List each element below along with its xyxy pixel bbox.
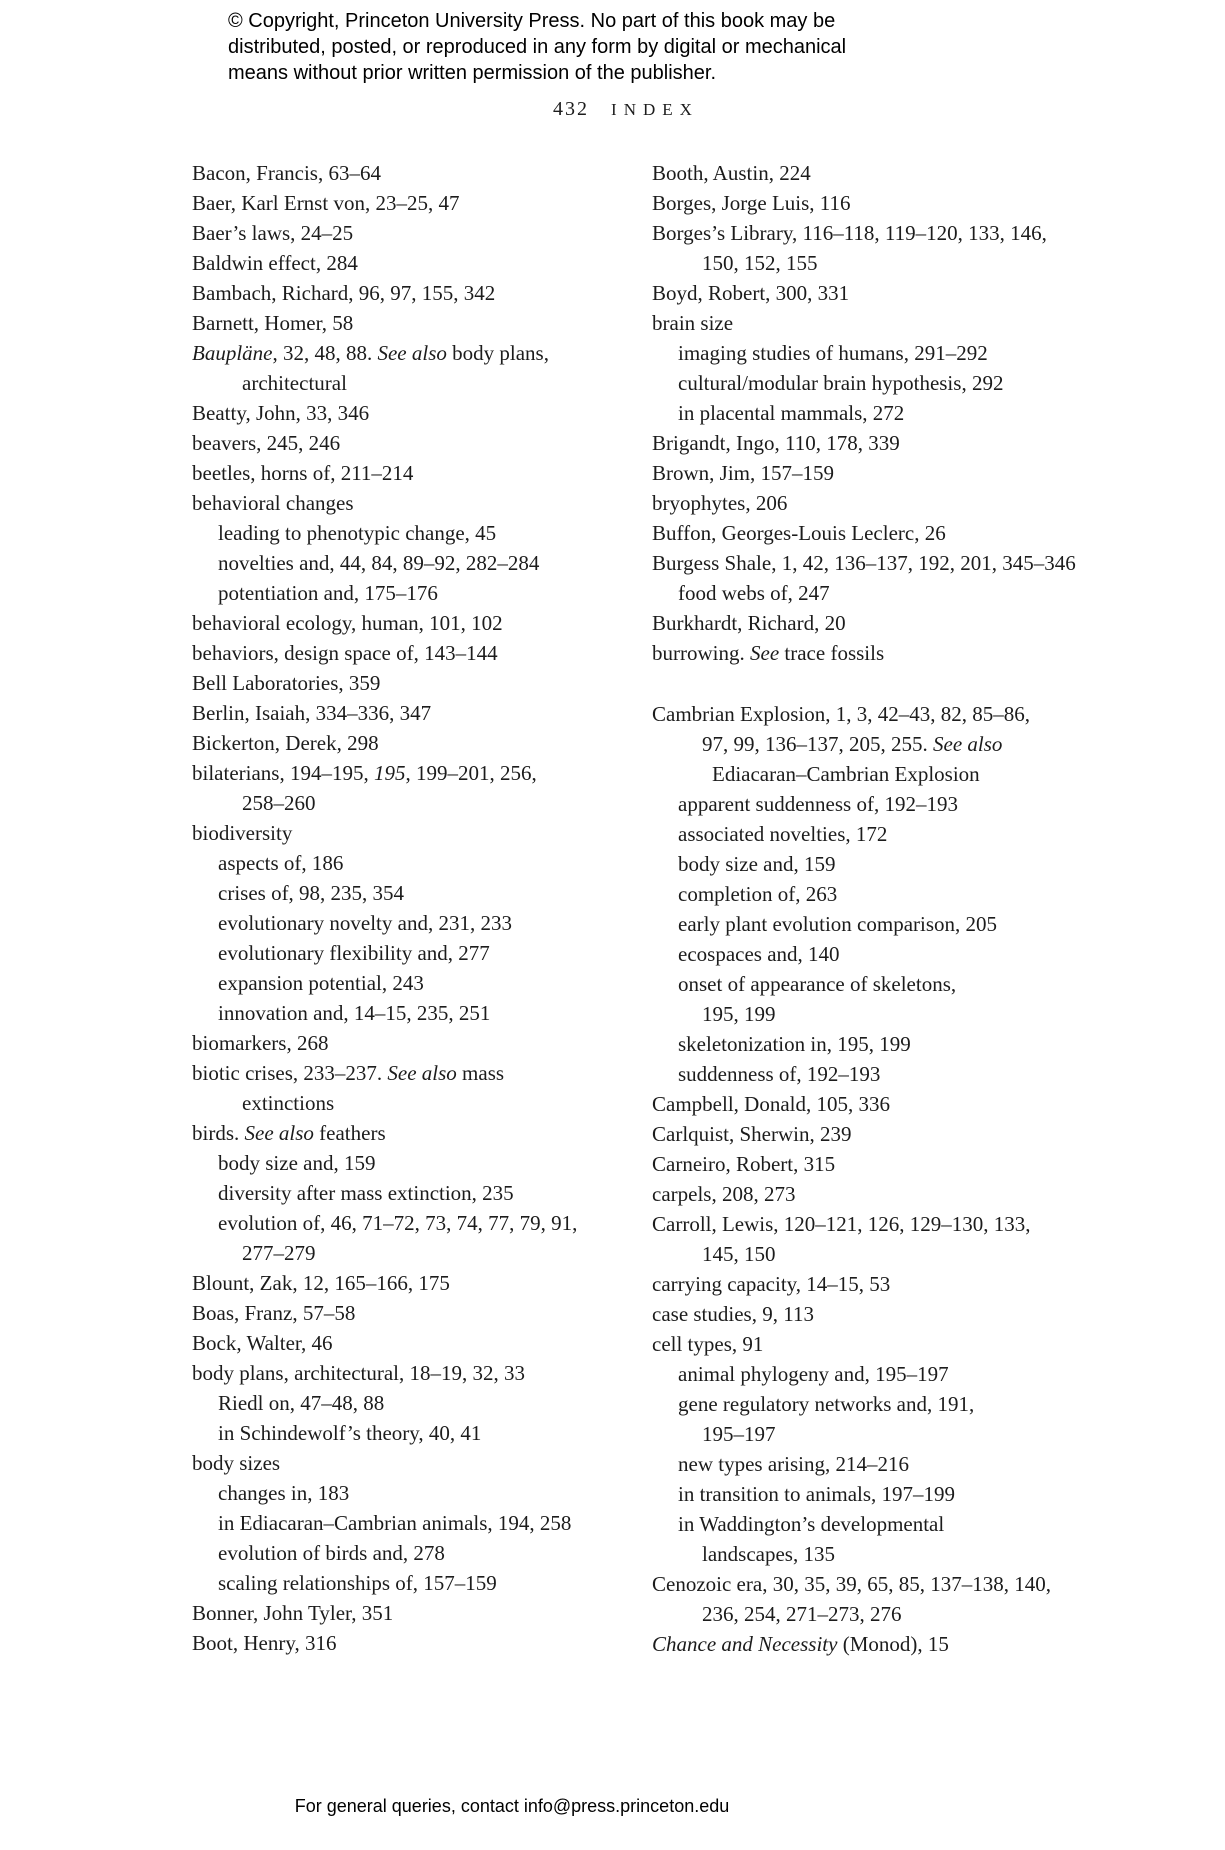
index-entry-line: crises of, 98, 235, 354 — [218, 881, 405, 905]
index-entry-line: onset of appearance of skeletons, — [678, 972, 957, 996]
section-title: INDEX — [611, 100, 699, 119]
copyright-notice — [228, 8, 846, 86]
index-entry-line: ecospaces and, 140 — [678, 942, 840, 966]
index-entry-line: beavers, 245, 246 — [192, 431, 341, 455]
index-entry-line: Blount, Zak, 12, 165–166, 175 — [192, 1271, 450, 1295]
index-entry-line: landscapes, 135 — [702, 1542, 835, 1566]
index-entry-line: imaging studies of humans, 291–292 — [678, 341, 988, 365]
index-entry-line: Burkhardt, Richard, 20 — [652, 611, 846, 635]
index-entry-line: 258–260 — [242, 791, 316, 815]
index-entry-line: Bacon, Francis, 63–64 — [192, 161, 381, 185]
index-entry-line: aspects of, 186 — [218, 851, 344, 875]
index-entry-line: Brigandt, Ingo, 110, 178, 339 — [652, 431, 900, 455]
index-entry-line: behaviors, design space of, 143–144 — [192, 641, 498, 665]
contact-line: For general queries, contact info@press.princeton.edu — [294, 1796, 730, 1816]
index-entry-line: expansion potential, 243 — [218, 971, 424, 995]
index-entry-line: in Ediacaran–Cambrian animals, 194, 258 — [218, 1511, 572, 1535]
index-entry-line: Bell Laboratories, 359 — [192, 671, 381, 695]
index-entry-line: Carroll, Lewis, 120–121, 126, 129–130, 133, — [652, 1212, 1031, 1236]
index-entry-line: gene regulatory networks and, 191, — [678, 1392, 975, 1416]
index-entry-line: beetles, horns of, 211–214 — [192, 461, 414, 485]
copyright-line: © Copyright, Princeton University Press. No part of this book may be — [228, 10, 836, 32]
index-entry-line: Bock, Walter, 46 — [192, 1331, 333, 1355]
index-entry-line: Borges, Jorge Luis, 116 — [652, 191, 851, 215]
index-entry-line: skeletonization in, 195, 199 — [678, 1032, 911, 1056]
index-entry-line: Baer, Karl Ernst von, 23–25, 47 — [192, 191, 460, 215]
index-entry-line: Campbell, Donald, 105, 336 — [652, 1092, 890, 1116]
index-entry-line: evolution of birds and, 278 — [218, 1541, 445, 1565]
copyright-line: distributed, posted, or reproduced in any form by digital or mechanical — [228, 36, 847, 58]
index-entry-line: innovation and, 14–15, 235, 251 — [218, 1001, 491, 1025]
index-entry-line: Carlquist, Sherwin, 239 — [652, 1122, 852, 1146]
index-entry-line: evolution of, 46, 71–72, 73, 74, 77, 79, 91, — [218, 1211, 578, 1235]
index-entry-line: food webs of, 247 — [678, 581, 830, 605]
page-number: 432 — [553, 98, 590, 120]
index-entry-line: cultural/modular brain hypothesis, 292 — [678, 371, 1004, 395]
index-column-left — [192, 158, 652, 1658]
index-entry-line: Boas, Franz, 57–58 — [192, 1301, 356, 1325]
index-entry-line: leading to phenotypic change, 45 — [218, 521, 497, 545]
index-entry-line: Borges’s Library, 116–118, 119–120, 133, 146, — [652, 221, 1047, 245]
index-entry-line: body sizes — [192, 1451, 281, 1475]
index-entry-line: Bickerton, Derek, 298 — [192, 731, 379, 755]
index-entry-line: Cenozoic era, 30, 35, 39, 65, 85, 137–138, 140, — [652, 1572, 1051, 1596]
index-entry-line: 195, 199 — [702, 1002, 776, 1026]
index-entry-line: in Schindewolf’s theory, 40, 41 — [218, 1421, 482, 1445]
index-entry-line: changes in, 183 — [218, 1481, 350, 1505]
index-entry-line: Brown, Jim, 157–159 — [652, 461, 835, 485]
index-entry-line: in placental mammals, 272 — [678, 401, 905, 425]
index-entry-line: birds. See also feathers — [192, 1121, 386, 1145]
page-footer — [0, 1796, 1024, 1817]
index-entry-line: 97, 99, 136–137, 205, 255. See also — [702, 732, 1003, 756]
index-entry-line: bilaterians, 194–195, 195, 199–201, 256, — [192, 761, 537, 785]
index-entry-line: 145, 150 — [702, 1242, 776, 1266]
index-entry-line: Cambrian Explosion, 1, 3, 42–43, 82, 85–86, — [652, 702, 1030, 726]
index-entry-line: 195–197 — [702, 1422, 776, 1446]
index-entry-line: body size and, 159 — [218, 1151, 376, 1175]
index-entry-line: burrowing. See trace fossils — [652, 641, 885, 665]
index-entry-line: Baldwin effect, 284 — [192, 251, 358, 275]
index-entry-line: body size and, 159 — [678, 852, 836, 876]
index-entry-line: carpels, 208, 273 — [652, 1182, 796, 1206]
index-entry-line: Barnett, Homer, 58 — [192, 311, 354, 335]
index-entry-line: diversity after mass extinction, 235 — [218, 1181, 514, 1205]
index-entry-line: biodiversity — [192, 821, 293, 845]
index-entry-line: brain size — [652, 311, 734, 335]
index-entry-line: bryophytes, 206 — [652, 491, 788, 515]
index-entry-line: Bambach, Richard, 96, 97, 155, 342 — [192, 281, 496, 305]
page-header — [192, 98, 1060, 121]
index-entry-line: evolutionary flexibility and, 277 — [218, 941, 490, 965]
index-entry-line: 150, 152, 155 — [702, 251, 818, 275]
index-entry-line: biotic crises, 233–237. See also mass — [192, 1061, 505, 1085]
index-column-right — [652, 158, 1102, 1659]
index-entry-line: biomarkers, 268 — [192, 1031, 329, 1055]
index-entry-line: carrying capacity, 14–15, 53 — [652, 1272, 891, 1296]
index-entry-line: early plant evolution comparison, 205 — [678, 912, 998, 936]
copyright-line: means without prior written permission of the publisher. — [228, 62, 717, 84]
index-entry-line: apparent suddenness of, 192–193 — [678, 792, 958, 816]
index-entry-line: in Waddington’s developmental — [678, 1512, 945, 1536]
index-entry-line: Berlin, Isaiah, 334–336, 347 — [192, 701, 432, 725]
index-entry-line: 236, 254, 271–273, 276 — [702, 1602, 902, 1626]
index-entry-line: evolutionary novelty and, 231, 233 — [218, 911, 512, 935]
index-entry-line: Beatty, John, 33, 346 — [192, 401, 370, 425]
index-entry-line: 277–279 — [242, 1241, 316, 1265]
index-entry-line: Boyd, Robert, 300, 331 — [652, 281, 850, 305]
index-entry-line: Chance and Necessity (Monod), 15 — [652, 1632, 949, 1656]
index-entry-line: Baer’s laws, 24–25 — [192, 221, 354, 245]
index-entry-line: cell types, 91 — [652, 1332, 764, 1356]
index-entry-line: in transition to animals, 197–199 — [678, 1482, 956, 1506]
index-entry-line: animal phylogeny and, 195–197 — [678, 1362, 949, 1386]
index-entry-line: case studies, 9, 113 — [652, 1302, 814, 1326]
index-entry-line: Baupläne, 32, 48, 88. See also body plans, — [192, 341, 549, 365]
index-entry-line: body plans, architectural, 18–19, 32, 33 — [192, 1361, 526, 1385]
index-entry-line: scaling relationships of, 157–159 — [218, 1571, 497, 1595]
index-entry-line: Booth, Austin, 224 — [652, 161, 811, 185]
index-entry-line: behavioral ecology, human, 101, 102 — [192, 611, 503, 635]
index-entry-line: Ediacaran–Cambrian Explosion — [712, 762, 980, 786]
index-entry-line: Carneiro, Robert, 315 — [652, 1152, 836, 1176]
index-entry-line: Bonner, John Tyler, 351 — [192, 1601, 394, 1625]
index-entry-line: new types arising, 214–216 — [678, 1452, 909, 1476]
index-entry-line: potentiation and, 175–176 — [218, 581, 438, 605]
index-entry-line: Boot, Henry, 316 — [192, 1631, 337, 1655]
index-entry-line: associated novelties, 172 — [678, 822, 888, 846]
index-entry-line: completion of, 263 — [678, 882, 838, 906]
index-entry-line: suddenness of, 192–193 — [678, 1062, 881, 1086]
index-entry-line: behavioral changes — [192, 491, 354, 515]
index-entry-line: architectural — [242, 371, 347, 395]
index-entry-line: novelties and, 44, 84, 89–92, 282–284 — [218, 551, 540, 575]
index-entry-line: Riedl on, 47–48, 88 — [218, 1391, 385, 1415]
index-entry-line: Burgess Shale, 1, 42, 136–137, 192, 201, 345–346 — [652, 551, 1076, 575]
index-entry-line: Buffon, Georges-Louis Leclerc, 26 — [652, 521, 946, 545]
index-entry-line: extinctions — [242, 1091, 335, 1115]
